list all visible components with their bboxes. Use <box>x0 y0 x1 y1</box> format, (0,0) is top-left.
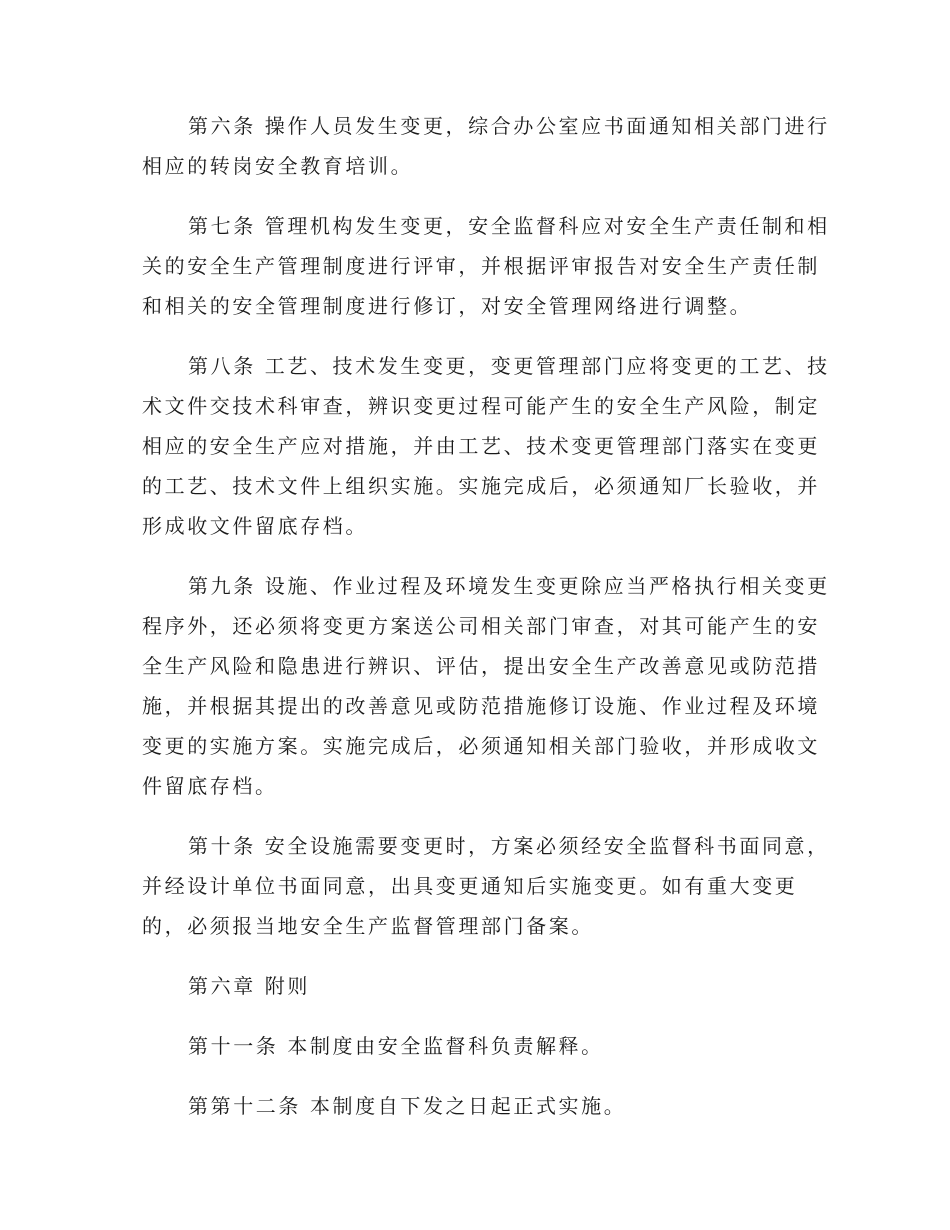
text-line: 术文件交技术科审查，辨识变更过程可能产生的安全生产风险，制定 <box>142 394 820 418</box>
text-line: 关的安全生产管理制度进行评审，并根据评审报告对安全生产责任制 <box>142 254 820 278</box>
text-line: 程序外，还必须将变更方案送公司相关部门审查，对其可能产生的安 <box>142 614 820 638</box>
text-line: 和相关的安全管理制度进行修订，对安全管理网络进行调整。 <box>142 294 753 318</box>
text-line: 相应的转岗安全教育培训。 <box>142 154 414 178</box>
text-line: 第十条 安全设施需要变更时，方案必须经安全监督科书面同意， <box>188 834 830 858</box>
text-line: 全生产风险和隐患进行辨识、评估，提出安全生产改善意见或防范措 <box>142 654 820 678</box>
article-9 <box>142 566 830 806</box>
article-12: 第第十二条 本制度自下发之日起正式实施。 <box>188 1094 627 1118</box>
text-line: 第九条 设施、作业过程及环境发生变更除应当严格执行相关变更 <box>188 574 830 598</box>
article-10 <box>142 826 830 946</box>
text-line: 第六条 操作人员发生变更，综合办公室应书面通知相关部门进行 <box>188 114 830 138</box>
article-11: 第十一条 本制度由安全监督科负责解释。 <box>188 1034 604 1058</box>
text-line: 件留底存档。 <box>142 774 278 798</box>
chapter-heading: 第六章 附则 <box>188 974 310 998</box>
text-line: 第七条 管理机构发生变更，安全监督科应对安全生产责任制和相 <box>188 214 830 238</box>
text-line: 的工艺、技术文件上组织实施。实施完成后，必须通知厂长验收，并 <box>142 474 820 498</box>
text-line: 施，并根据其提出的改善意见或防范措施修订设施、作业过程及环境 <box>142 694 820 718</box>
text-line: 的，必须报当地安全生产监督管理部门备案。 <box>142 914 594 938</box>
text-line: 相应的安全生产应对措施，并由工艺、技术变更管理部门落实在变更 <box>142 434 820 458</box>
text-line: 形成收文件留底存档。 <box>142 514 368 538</box>
text-line: 第八条 工艺、技术发生变更，变更管理部门应将变更的工艺、技 <box>188 354 830 378</box>
text-line: 并经设计单位书面同意，出具变更通知后实施变更。如有重大变更 <box>142 874 798 898</box>
article-7 <box>142 206 830 326</box>
article-6 <box>142 106 830 186</box>
article-8 <box>142 346 830 546</box>
document-page <box>142 106 830 1146</box>
text-line: 变更的实施方案。实施完成后，必须通知相关部门验收，并形成收文 <box>142 734 820 758</box>
